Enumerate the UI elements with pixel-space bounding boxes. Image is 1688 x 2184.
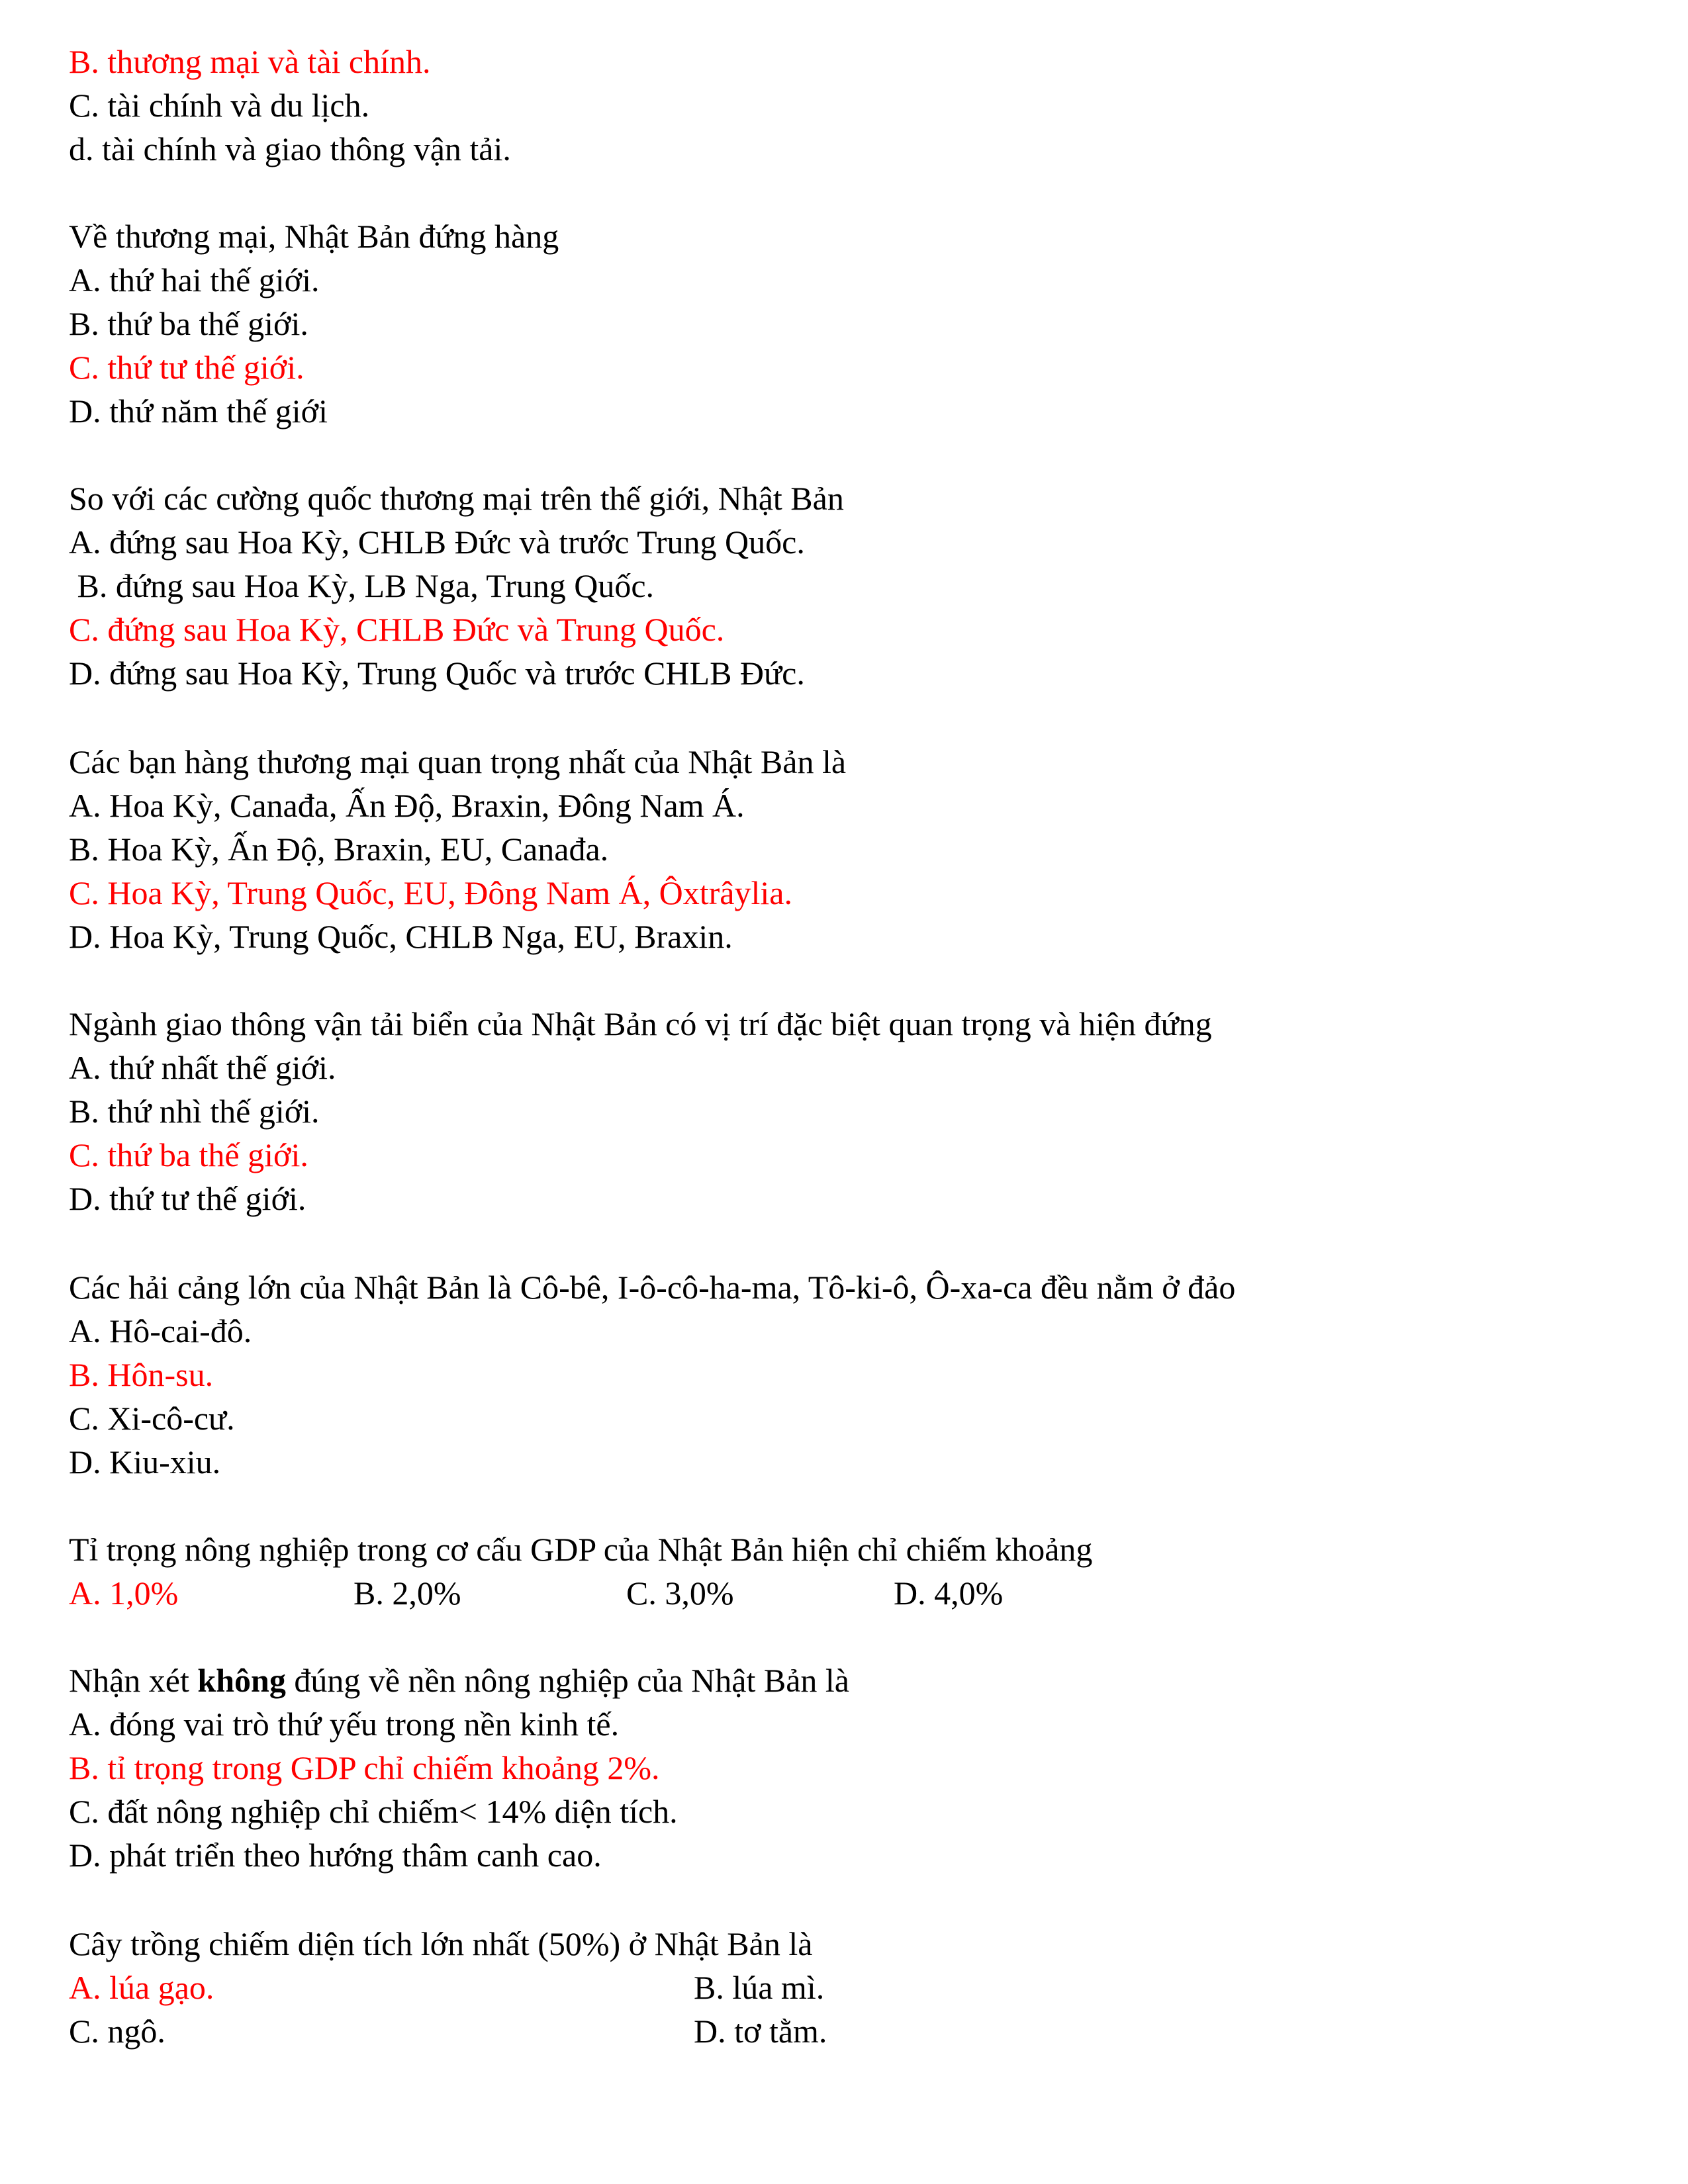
q1-option-b: B. thứ ba thế giới. xyxy=(69,305,308,342)
q5-option-c: C. Xi-cô-cư. xyxy=(69,1400,235,1437)
q4-option-d: D. thứ tư thế giới. xyxy=(69,1180,306,1217)
q7-option-b-correct: B. tỉ trọng trong GDP chỉ chiếm khoảng 2%. xyxy=(69,1749,660,1786)
question-2-text: So với các cường quốc thương mại trên thế giới, Nhật Bản xyxy=(69,480,844,517)
q3-option-b: B. Hoa Kỳ, Ấn Độ, Braxin, EU, Canađa. xyxy=(69,831,609,868)
q6-option-b: B. 2,0% xyxy=(353,1574,461,1612)
q7-option-a: A. đóng vai trò thứ yếu trong nền kinh tế. xyxy=(69,1706,620,1743)
q4-option-a: A. thứ nhất thế giới. xyxy=(69,1049,336,1086)
answer-option-d: d. tài chính và giao thông vận tải. xyxy=(69,130,511,167)
question-8-text: Cây trồng chiếm diện tích lớn nhất (50%) ở Nhật Bản là xyxy=(69,1925,813,1962)
q3-option-a: A. Hoa Kỳ, Canađa, Ấn Độ, Braxin, Đông Nam Á. xyxy=(69,787,745,824)
q6-option-c: C. 3,0% xyxy=(626,1574,734,1612)
q6-option-a-correct: A. 1,0% xyxy=(69,1574,179,1612)
question-6-text: Tỉ trọng nông nghiệp trong cơ cấu GDP của Nhật Bản hiện chỉ chiếm khoảng xyxy=(69,1531,1093,1568)
q7-text-bold: không xyxy=(197,1662,286,1699)
question-7-text xyxy=(69,1659,849,1702)
q8-option-b: B. lúa mì. xyxy=(694,1969,825,2006)
q5-option-a: A. Hô-cai-đô. xyxy=(69,1312,252,1349)
q3-option-c-correct: C. Hoa Kỳ, Trung Quốc, EU, Đông Nam Á, Ôxtrâylia. xyxy=(69,874,792,911)
q7-text-pre: Nhận xét xyxy=(69,1662,198,1699)
q2-option-d: D. đứng sau Hoa Kỳ, Trung Quốc và trước CHLB Đức. xyxy=(69,655,805,692)
q6-option-d: D. 4,0% xyxy=(894,1574,1004,1612)
question-4-text: Ngành giao thông vận tải biển của Nhật Bản có vị trí đặc biệt quan trọng và hiện đứng xyxy=(69,1005,1212,1042)
q1-option-c-correct: C. thứ tư thế giới. xyxy=(69,349,305,386)
q5-option-d: D. Kiu-xiu. xyxy=(69,1443,221,1480)
answer-option-b-correct: B. thương mại và tài chính. xyxy=(69,43,431,80)
q5-option-b-correct: B. Hôn-su. xyxy=(69,1356,214,1393)
q8-option-d: D. tơ tằm. xyxy=(694,2013,827,2050)
question-1-text: Về thương mại, Nhật Bản đứng hàng xyxy=(69,218,559,255)
q2-option-a: A. đứng sau Hoa Kỳ, CHLB Đức và trước Trung Quốc. xyxy=(69,523,805,561)
q8-option-a-correct: A. lúa gạo. xyxy=(69,1969,214,2006)
q1-option-a: A. thứ hai thế giới. xyxy=(69,261,320,298)
answer-option-c: C. tài chính và du lịch. xyxy=(69,87,370,124)
q2-option-c-correct: C. đứng sau Hoa Kỳ, CHLB Đức và Trung Quốc. xyxy=(69,611,725,648)
q7-option-d: D. phát triển theo hướng thâm canh cao. xyxy=(69,1837,602,1874)
q7-text-post: đúng về nền nông nghiệp của Nhật Bản là xyxy=(285,1662,849,1699)
q4-option-c-correct: C. thứ ba thế giới. xyxy=(69,1136,308,1173)
q7-option-c: C. đất nông nghiệp chỉ chiếm< 14% diện tích. xyxy=(69,1793,678,1830)
q4-option-b: B. thứ nhì thế giới. xyxy=(69,1093,320,1130)
question-5-text: Các hải cảng lớn của Nhật Bản là Cô-bê, I-ô-cô-ha-ma, Tô-ki-ô, Ô-xa-ca đều nằm ở đảo xyxy=(69,1269,1236,1306)
q8-option-c: C. ngô. xyxy=(69,2013,165,2050)
q3-option-d: D. Hoa Kỳ, Trung Quốc, CHLB Nga, EU, Braxin. xyxy=(69,918,733,955)
q2-option-b: B. đứng sau Hoa Kỳ, LB Nga, Trung Quốc. xyxy=(69,567,655,604)
question-3-text: Các bạn hàng thương mại quan trọng nhất của Nhật Bản là xyxy=(69,743,847,780)
q1-option-d: D. thứ năm thế giới xyxy=(69,392,328,430)
